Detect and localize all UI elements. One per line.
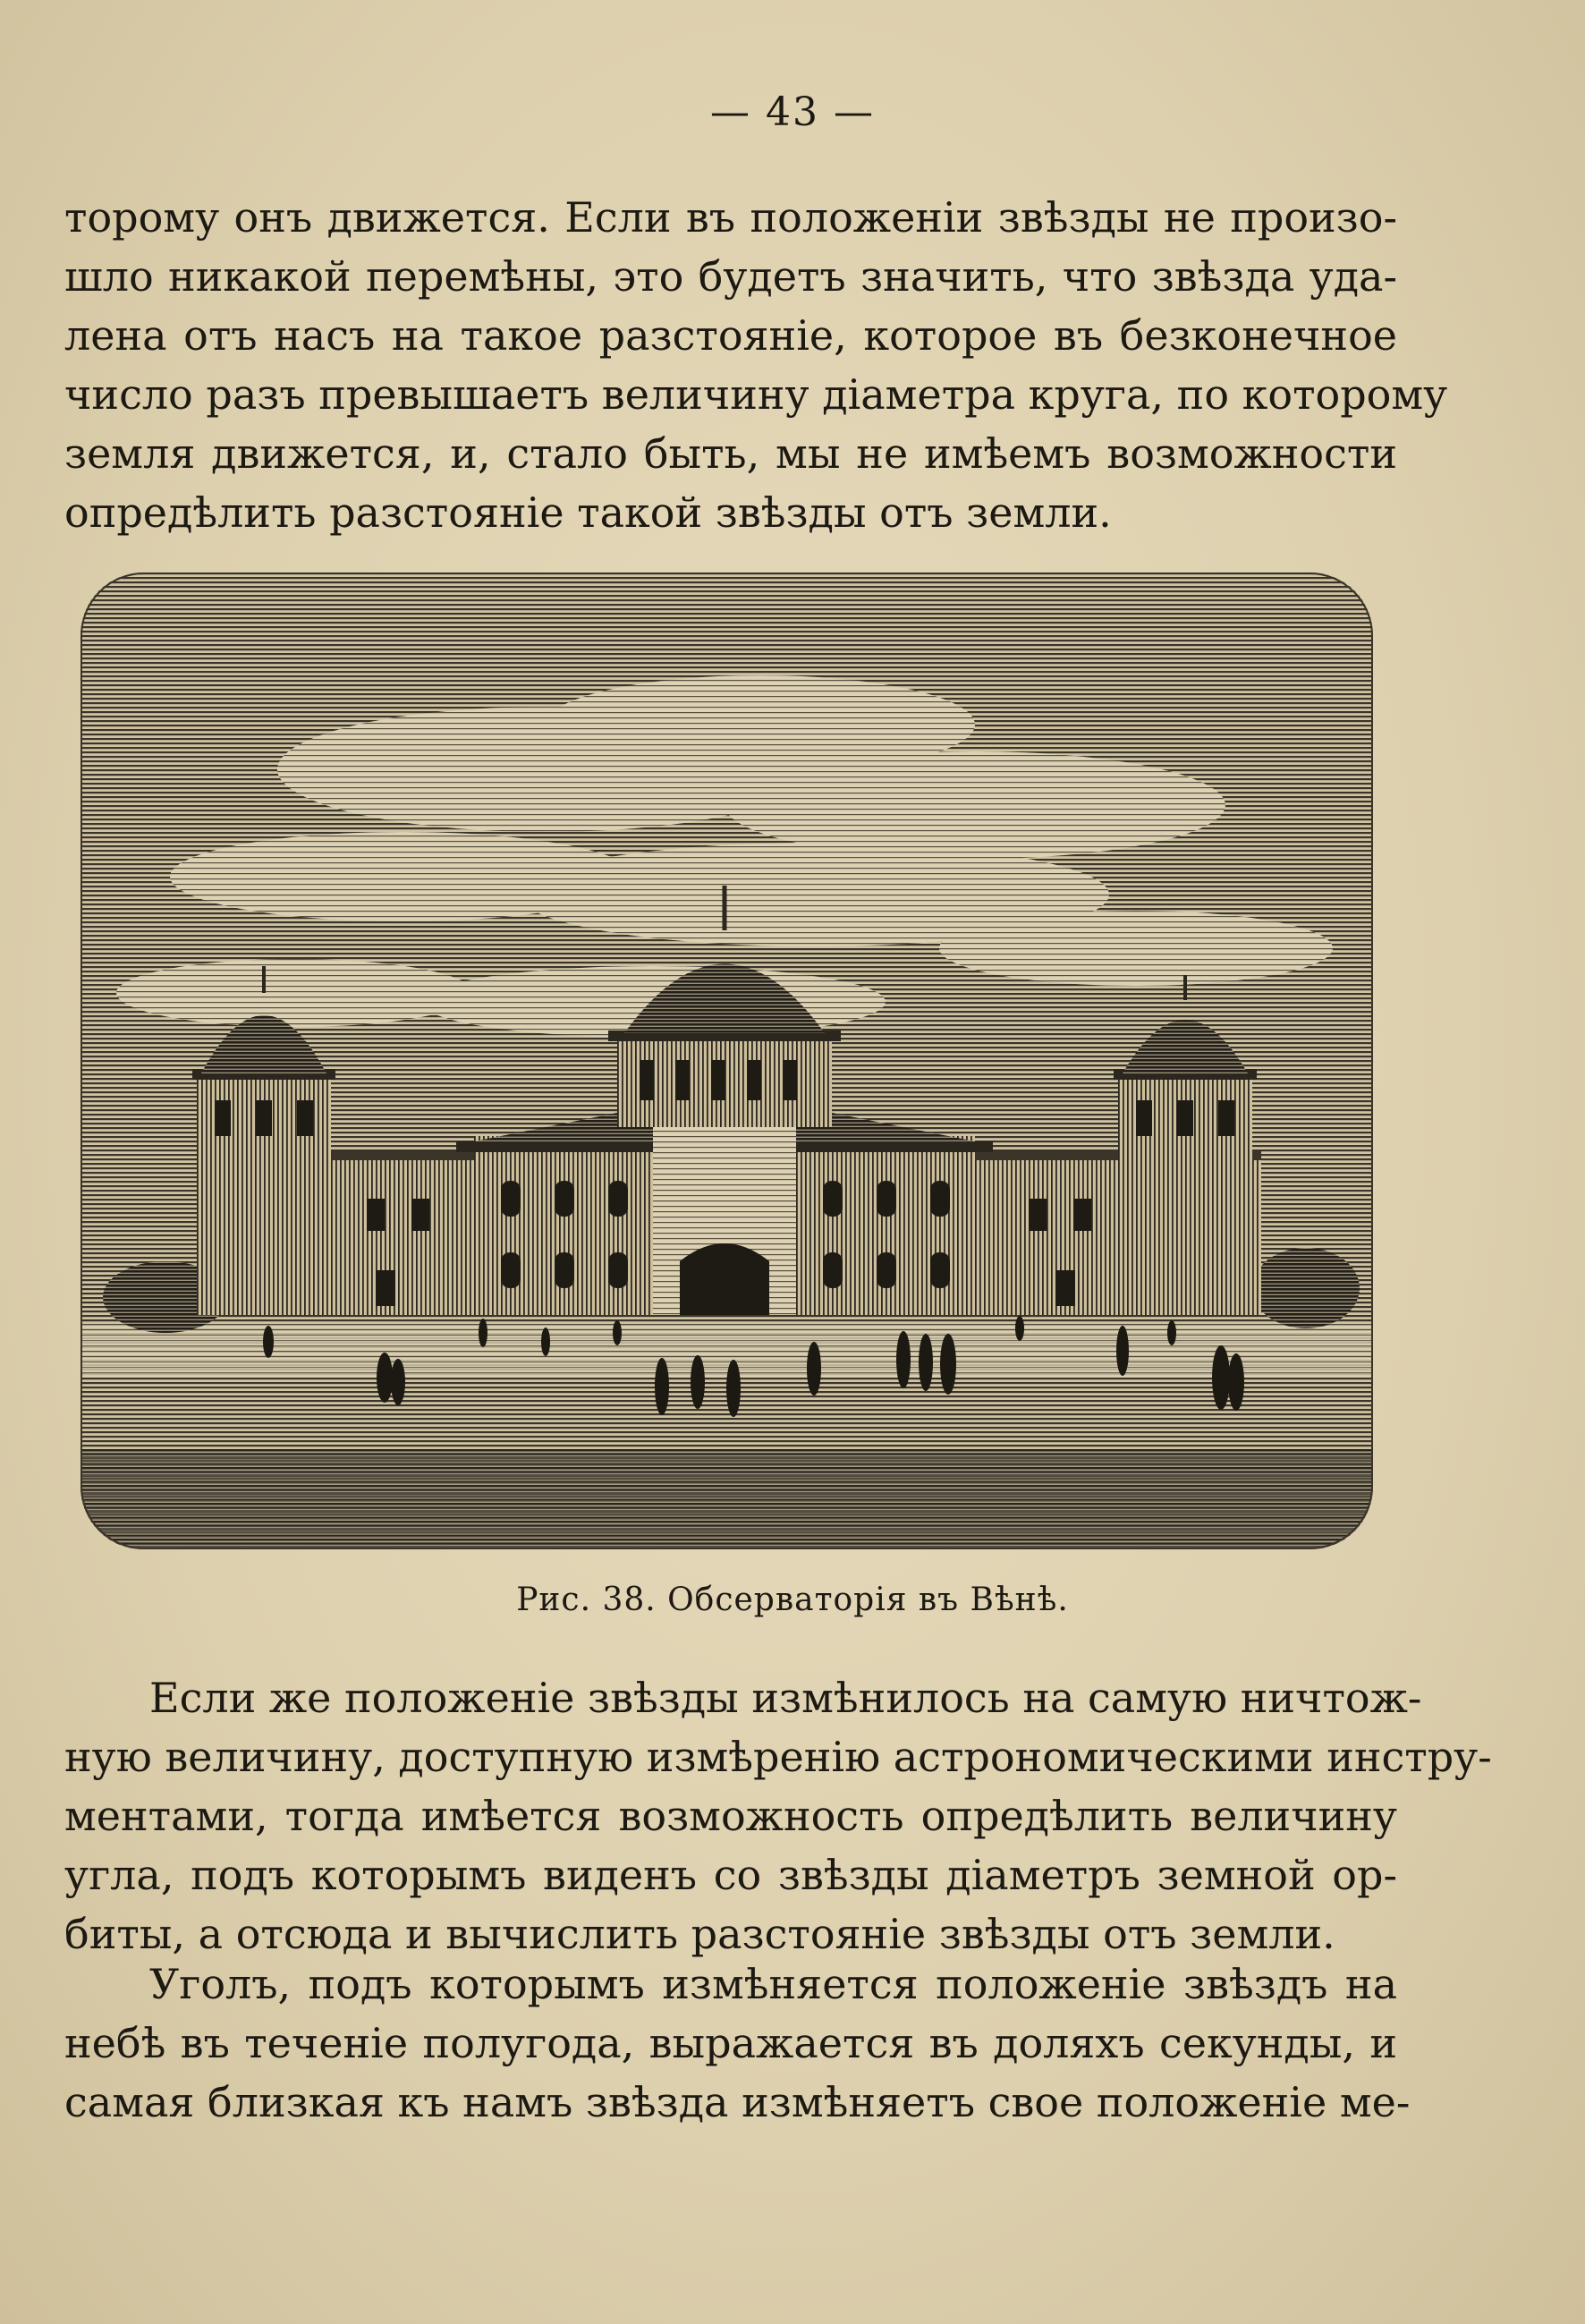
text-line: самая близкая къ намъ звѣзда измѣняетъ свое положенiе ме- (64, 2078, 1411, 2126)
text-line: опредѣлить разстоянiе такой звѣзды отъ земли. (64, 488, 1112, 537)
text-line: торому онъ движется. Если въ положенiи звѣзды не произо- (64, 193, 1397, 242)
paragraph-3 (64, 1955, 1411, 2132)
text-line: угла, подъ которымъ виденъ со звѣзды дiаметръ земной ор- (64, 1851, 1397, 1899)
text-line: Уголъ, подъ которымъ измѣняется положенiе звѣздъ на (149, 1960, 1397, 2008)
engraving-illustration (81, 573, 1373, 1549)
paragraph-1 (64, 188, 1448, 542)
text-line: земля движется, и, стало быть, мы не имѣемъ возможности (64, 429, 1397, 478)
figure-caption: Рис. 38. Обсерваторiя въ Вѣнѣ. (516, 1582, 1069, 1618)
observatory-engraving (81, 573, 1373, 1549)
paragraph-2 (64, 1668, 1492, 1964)
text-line: небѣ въ теченiе полугода, выражается въ доляхъ секунды, и (64, 2019, 1397, 2067)
text-line: число разъ превышаетъ величину дiаметра круга, по которому (64, 370, 1448, 419)
text-line: ную величину, доступную измѣренiю астрономическими инстру- (64, 1733, 1492, 1781)
page-number: — 43 — (710, 89, 875, 135)
text-line: лена отъ насъ на такое разстоянiе, которое въ безконечное (64, 311, 1397, 360)
text-line: ментами, тогда имѣется возможность опредѣлить величину (64, 1792, 1397, 1840)
text-line: шло никакой перемѣны, это будетъ значить, что звѣзда уда- (64, 252, 1397, 301)
text-line: Если же положенiе звѣзды измѣнилось на самую ничтож- (149, 1674, 1422, 1722)
text-line: биты, а отсюда и вычислить разстоянiе звѣзды отъ земли. (64, 1910, 1335, 1958)
